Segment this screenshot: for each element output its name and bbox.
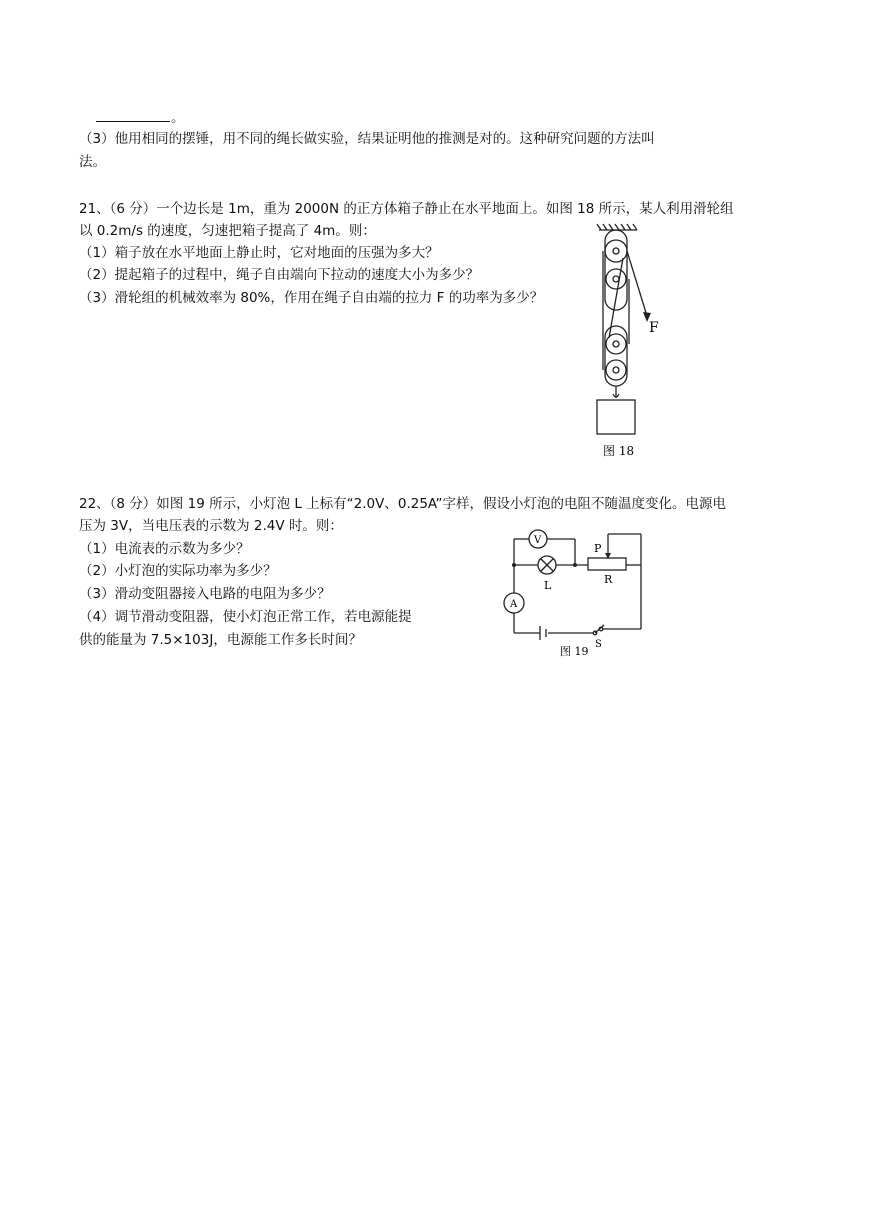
q21-header-line1: 21、（6 分）一个边长是 1m，重为 2000N 的正方体箱子静止在水平地面上。如图 18 所示，某人利用滑轮组	[79, 201, 734, 217]
figure-19-circuit	[498, 525, 648, 660]
slider-label: P	[594, 542, 602, 555]
q22-item-3: （3）滑动变阻器接入电路的电阻为多少？	[79, 586, 331, 602]
lamp-label: L	[544, 579, 552, 592]
q20-item3-line1: （3）他用相同的摆锤，用不同的绳长做实验，结果证明他的推测是对的。这种研究问题的方法叫	[79, 131, 655, 147]
q22-header-line1: 22、（8 分）如图 19 所示，小灯泡 L 上标有“2.0V、0.25A”字样，假设小灯泡的电阻不随温度变化。电源电	[79, 496, 726, 512]
q21-item-2: （2）提起箱子的过程中，绳子自由端向下拉动的速度大小为多少？	[79, 267, 480, 283]
q22-item-4-cont: 供的能量为 7.5×103J，电源能工作多长时间？	[79, 632, 362, 648]
figure-18-pulley	[585, 218, 675, 463]
q22-item-2: （2）小灯泡的实际功率为多少？	[79, 563, 277, 579]
ammeter-label: A	[510, 599, 518, 610]
blank-period: 。	[171, 110, 185, 126]
q21-header-line2: 以 0.2m/s 的速度，匀速把箱子提高了 4m。则：	[79, 223, 376, 239]
q22-header-line2: 压为 3V，当电压表的示数为 2.4V 时。则：	[79, 518, 343, 534]
voltmeter-label: V	[534, 535, 542, 546]
q22-item-4: （4）调节滑动变阻器，使小灯泡正常工作，若电源能提	[79, 609, 412, 625]
q21-item-1: （1）箱子放在水平地面上静止时，它对地面的压强为多大？	[79, 245, 439, 261]
q20-item3-line2: 法。	[79, 154, 106, 170]
answer-blank	[96, 121, 170, 122]
switch-label: S	[595, 639, 602, 650]
figure-18-caption: 图 18	[603, 444, 635, 458]
q22-item-1: （1）电流表的示数为多少？	[79, 541, 250, 557]
force-label: F	[649, 320, 659, 336]
rheostat-label: R	[604, 573, 613, 586]
figure-19-caption: 图 19	[560, 645, 589, 658]
q21-item-3: （3）滑轮组的机械效率为 80%，作用在绳子自由端的拉力 F 的功率为多少？	[79, 290, 544, 306]
